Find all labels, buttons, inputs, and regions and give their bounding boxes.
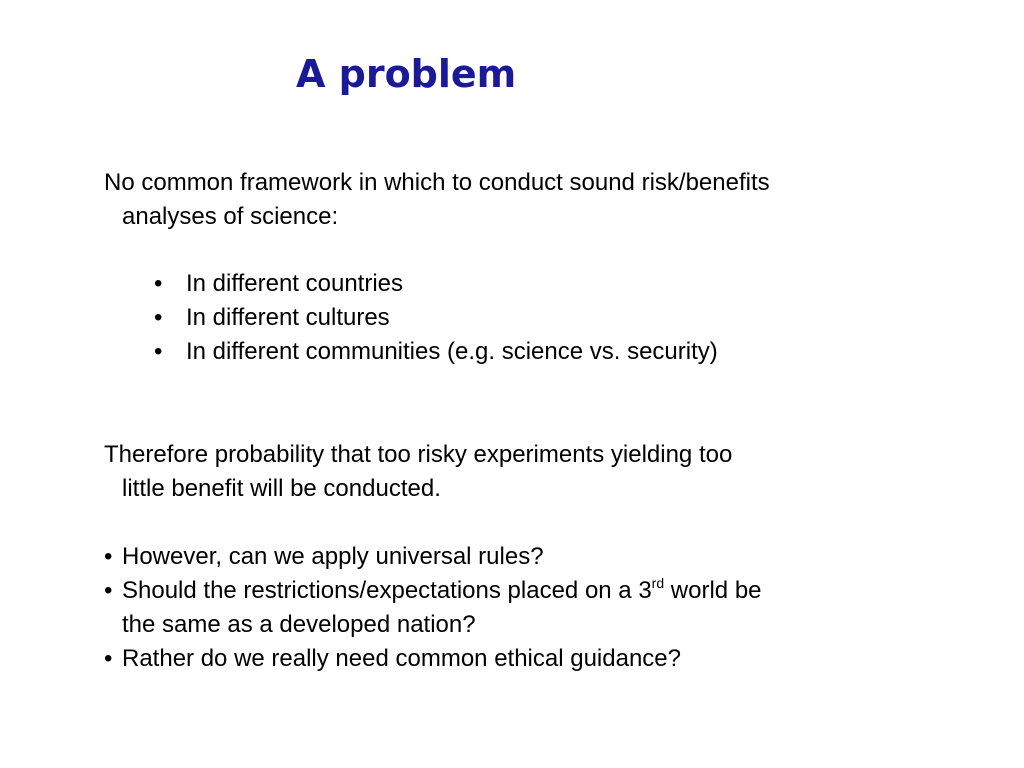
sub-bullet-item <box>154 301 718 335</box>
question-bullet-text-end: world be <box>664 577 762 604</box>
question-bullet-item <box>104 574 762 642</box>
bullet-icon: • <box>104 645 113 672</box>
sub-bullet-item <box>154 335 718 369</box>
paragraph-framework <box>104 166 770 234</box>
question-bullet-text: Rather do we really need common ethical guidance? <box>122 645 681 672</box>
paragraph-therefore-line1: Therefore probability that too risky experiments yielding too <box>104 441 733 468</box>
question-bullet-text: However, can we apply universal rules? <box>122 543 544 570</box>
sub-bullet-text: In different communities (e.g. science vs. security) <box>186 338 718 365</box>
bullet-icon: • <box>104 577 113 604</box>
bullet-icon: • <box>154 270 163 297</box>
question-bullet-list <box>104 540 762 676</box>
question-bullet-text-start: Should the restrictions/expectations placed on a 3 <box>122 577 652 604</box>
sub-bullet-list <box>154 267 718 369</box>
sub-bullet-text: In different cultures <box>186 304 390 331</box>
question-bullet-continuation: the same as a developed nation? <box>122 611 476 638</box>
paragraph-framework-line1: No common framework in which to conduct sound risk/benefits <box>104 169 770 196</box>
bullet-icon: • <box>154 338 163 365</box>
question-bullet-item <box>104 642 762 676</box>
sub-bullet-item <box>154 267 718 301</box>
paragraph-therefore-line2: little benefit will be conducted. <box>122 475 441 502</box>
superscript-rd: rd <box>651 575 665 591</box>
paragraph-therefore <box>104 438 732 506</box>
paragraph-framework-line2: analyses of science: <box>122 203 339 230</box>
bullet-icon: • <box>104 543 113 570</box>
bullet-icon: • <box>154 304 163 331</box>
slide-title: A problem <box>296 52 517 96</box>
question-bullet-item <box>104 540 762 574</box>
sub-bullet-text: In different countries <box>186 270 404 297</box>
